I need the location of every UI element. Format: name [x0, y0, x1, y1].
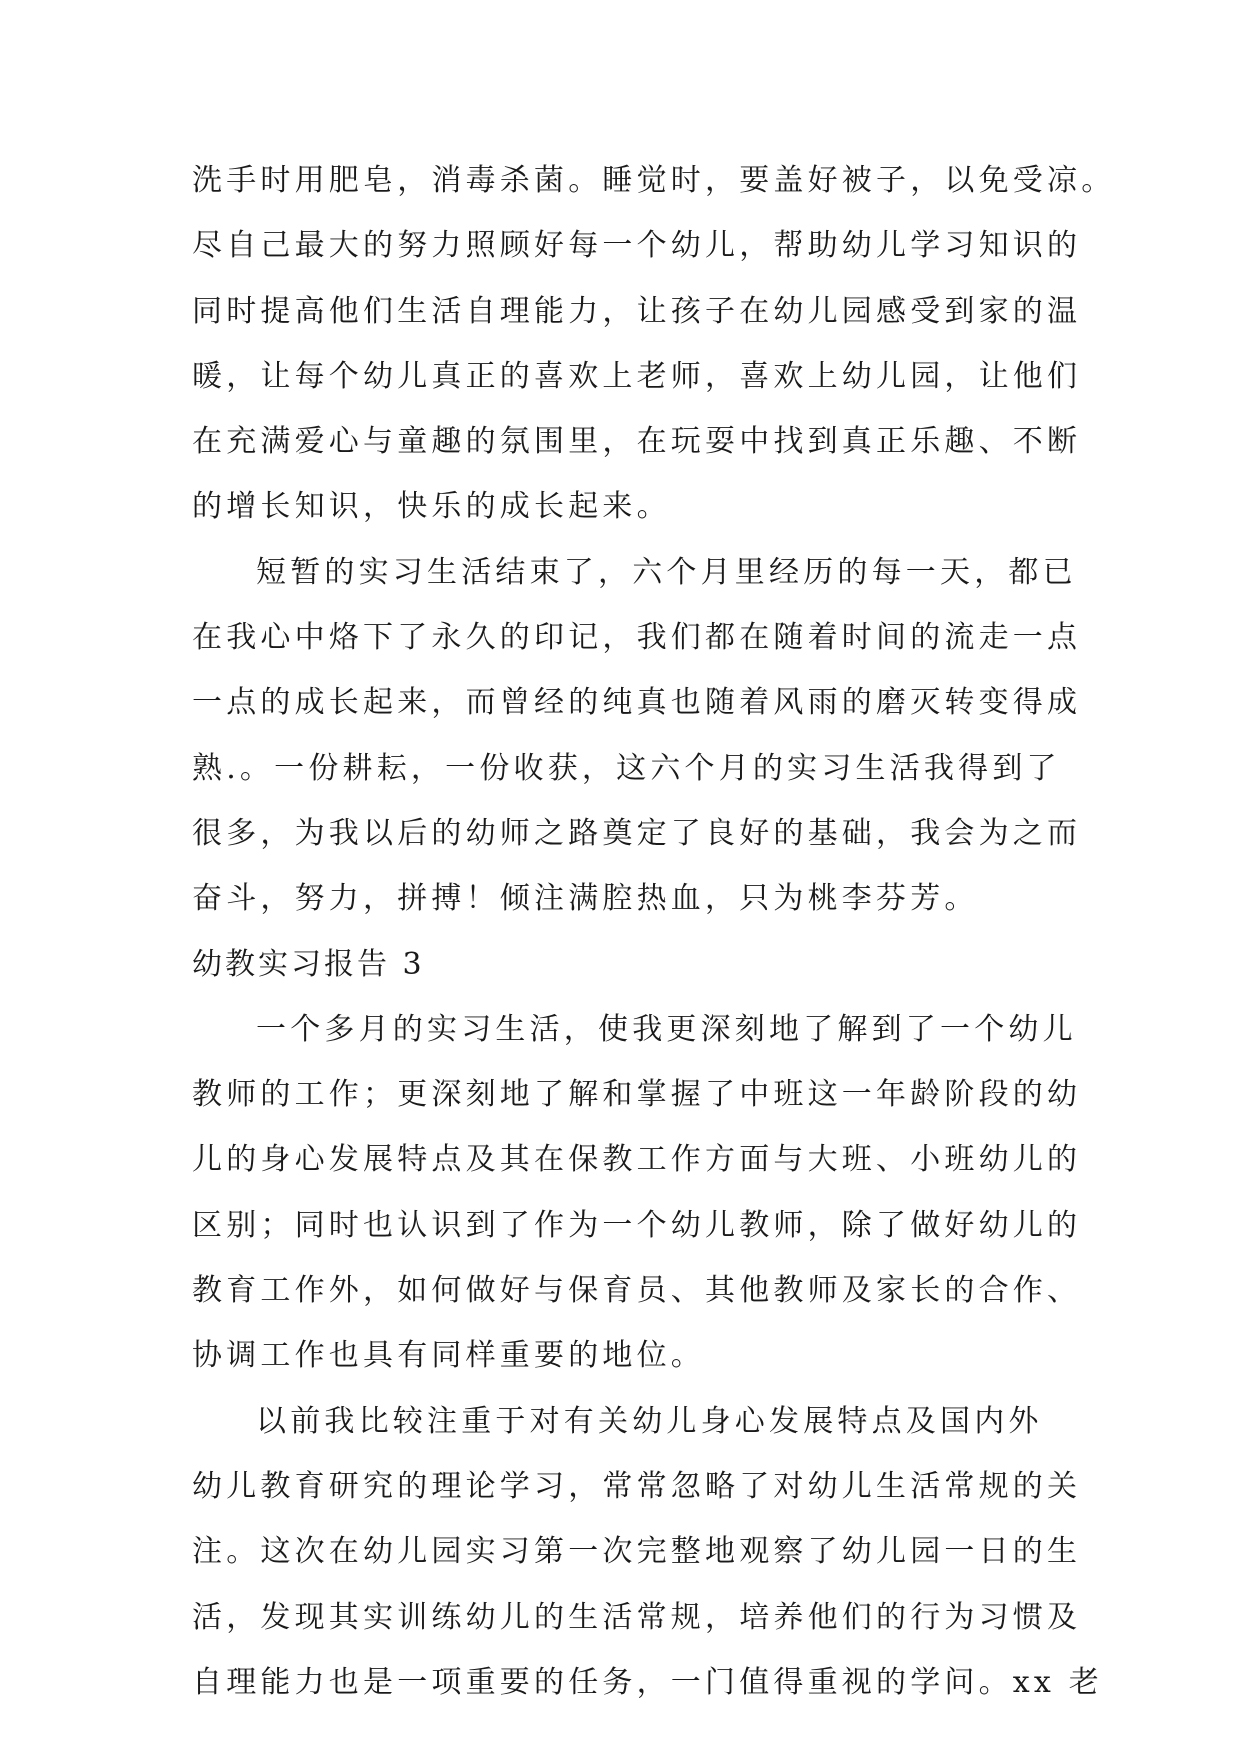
text-line: 教育工作外，如何做好与保育员、其他教师及家长的合作、	[192, 1273, 1082, 1309]
text-line: 熟.。一份耕耘，一份收获，这六个月的实习生活我得到了	[192, 750, 1061, 786]
paragraph-first-line: 短暂的实习生活结束了，六个月里经历的每一天，都已	[256, 554, 1077, 590]
text-line: 尽自己最大的努力照顾好每一个幼儿，帮助幼儿学习知识的	[192, 228, 1082, 264]
text-line: 的增长知识，快乐的成长起来。	[192, 489, 671, 525]
text-line: 洗手时用肥皂，消毒杀菌。睡觉时，要盖好被子，以免受凉。	[192, 163, 1116, 198]
text-line: 儿的身心发展特点及其在保教工作方面与大班、小班幼儿的	[192, 1142, 1082, 1178]
text-line: 同时提高他们生活自理能力，让孩子在幼儿园感受到家的温	[192, 293, 1082, 329]
text-line: 很多，为我以后的幼师之路奠定了良好的基础，我会为之而	[192, 815, 1082, 851]
text-line: 教师的工作；更深刻地了解和掌握了中班这一年龄阶段的幼	[192, 1077, 1082, 1113]
text-line: 在充满爱心与童趣的氛围里，在玩耍中找到真正乐趣、不断	[192, 424, 1082, 460]
document-body	[192, 148, 1116, 1715]
text-line: 区别；同时也认识到了作为一个幼儿教师，除了做好幼儿的	[192, 1207, 1082, 1243]
text-line: 协调工作也具有同样重要的地位。	[192, 1338, 705, 1374]
text-line: 自理能力也是一项重要的任务，一门值得重视的学问。xx 老	[192, 1664, 1103, 1700]
paragraph-first-line: 一个多月的实习生活，使我更深刻地了解到了一个幼儿	[256, 1011, 1077, 1047]
text-line: 幼儿教育研究的理论学习，常常忽略了对幼儿生活常规的关	[192, 1468, 1082, 1504]
text-line: 注。这次在幼儿园实习第一次完整地观察了幼儿园一日的生	[192, 1534, 1082, 1570]
text-line: 暖，让每个幼儿真正的喜欢上老师，喜欢上幼儿园，让他们	[192, 358, 1082, 394]
text-line: 奋斗，努力，拼搏！倾注满腔热血，只为桃李芬芳。	[192, 881, 979, 917]
text-line: 活，发现其实训练幼儿的生活常规，培养他们的行为习惯及	[192, 1599, 1082, 1635]
text-line: 在我心中烙下了永久的印记，我们都在随着时间的流走一点	[192, 620, 1082, 656]
text-line: 一点的成长起来，而曾经的纯真也随着风雨的磨灭转变得成	[192, 685, 1082, 721]
section-heading: 幼教实习报告 3	[192, 946, 425, 982]
paragraph-first-line: 以前我比较注重于对有关幼儿身心发展特点及国内外	[256, 1403, 1043, 1439]
